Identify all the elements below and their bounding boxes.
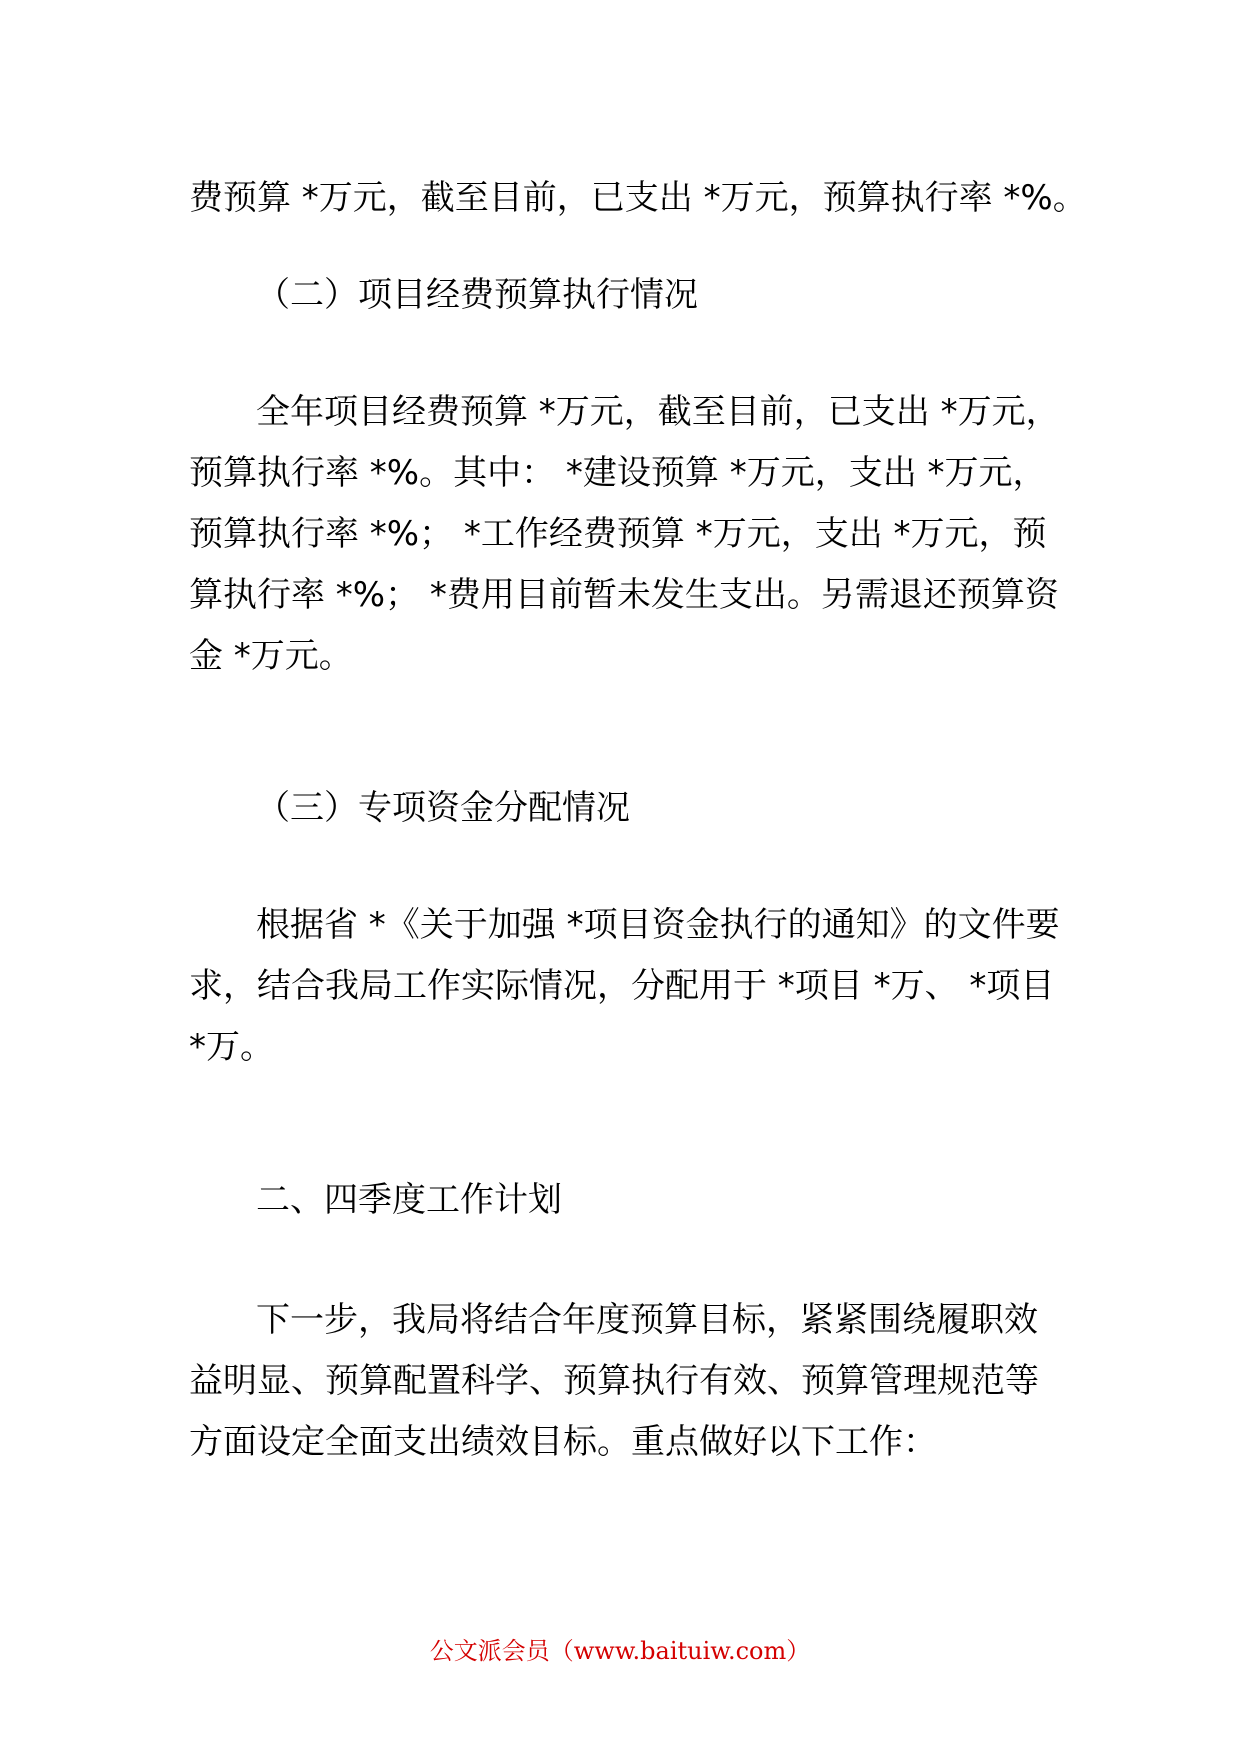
paragraph-line: 方面设定全面支出绩效目标。重点做好以下工作： (189, 1422, 937, 1462)
paragraph-line: 预算执行率 *%； *工作经费预算 *万元，支出 *万元，预 (189, 514, 1047, 554)
paragraph-line: 预算执行率 *%。其中： *建设预算 *万元，支出 *万元， (189, 453, 1047, 493)
paragraph-line: 金 *万元。 (189, 636, 353, 676)
footer-watermark-link[interactable]: 公文派会员（www.baituiw.com） (429, 1637, 811, 1665)
section-heading: 二、四季度工作计划 (256, 1180, 562, 1220)
paragraph-line: 下一步，我局将结合年度预算目标，紧紧围绕履职效 (256, 1300, 1038, 1340)
paragraph-line: 全年项目经费预算 *万元，截至目前，已支出 *万元， (256, 392, 1060, 432)
paragraph-line: 根据省 *《关于加强 *项目资金执行的通知》的文件要 (256, 905, 1060, 945)
paragraph-line: 益明显、预算配置科学、预算执行有效、预算管理规范等 (189, 1361, 1039, 1401)
paragraph-line: *万。 (189, 1027, 274, 1067)
section-heading: （二）项目经费预算执行情况 (256, 275, 698, 315)
paragraph-line: 求，结合我局工作实际情况，分配用于 *项目 *万、 *项目 (189, 966, 1055, 1006)
section-heading: （三）专项资金分配情况 (256, 788, 630, 828)
paragraph-line: 算执行率 *%； *费用目前暂未发生支出。另需退还预算资 (189, 575, 1059, 615)
paragraph-line: 费预算 *万元，截至目前，已支出 *万元，预算执行率 *%。 (189, 178, 1087, 218)
